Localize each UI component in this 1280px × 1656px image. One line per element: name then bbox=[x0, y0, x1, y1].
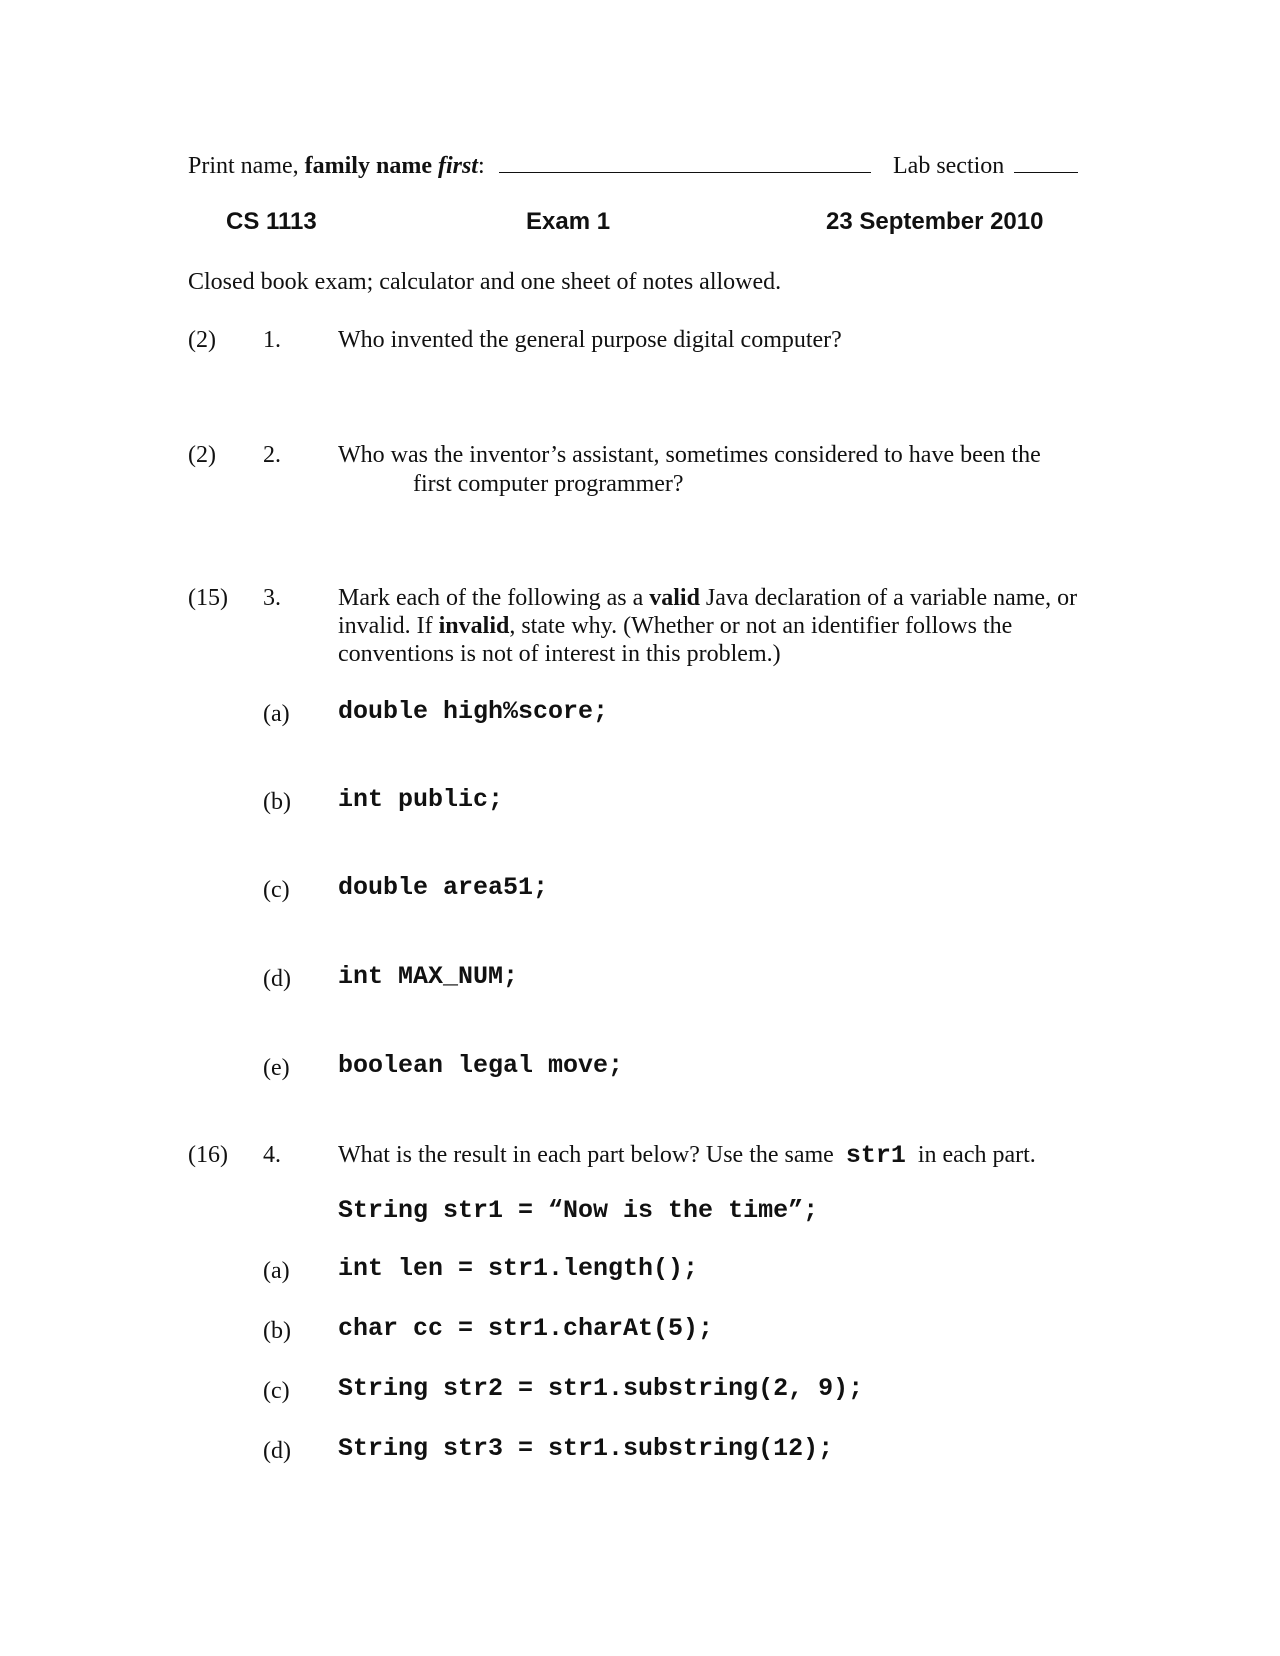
q3e-label: (e) bbox=[263, 1055, 290, 1081]
q1-text: Who invented the general purpose digital computer? bbox=[338, 327, 842, 353]
q3d-label: (d) bbox=[263, 966, 291, 992]
q4-code-ref: str1 bbox=[845, 1141, 906, 1170]
q2-points: (2) bbox=[188, 442, 216, 468]
q2-number: 2. bbox=[263, 442, 281, 468]
q1-number: 1. bbox=[263, 327, 281, 353]
q3-points: (15) bbox=[188, 585, 228, 611]
q2-text-line1: Who was the inventor’s assistant, sometimes considered to have been the bbox=[338, 442, 1041, 468]
lab-section-line bbox=[893, 152, 1078, 180]
q3-invalid-word: invalid bbox=[438, 613, 510, 639]
q4b-label: (b) bbox=[263, 1318, 291, 1344]
course-code: CS 1113 bbox=[226, 208, 317, 235]
q3-number: 3. bbox=[263, 585, 281, 611]
q3-valid-word: valid bbox=[649, 585, 700, 611]
name-line bbox=[188, 152, 871, 180]
name-family-bold: family name bbox=[304, 153, 438, 179]
q4-number: 4. bbox=[263, 1142, 281, 1168]
q4-setup-code: String str1 = “Now is the time”; bbox=[338, 1196, 819, 1225]
lab-section-blank[interactable] bbox=[1014, 152, 1078, 173]
q4c-label: (c) bbox=[263, 1378, 290, 1404]
q4d-code: String str3 = str1.substring(12); bbox=[338, 1434, 834, 1463]
q4-prompt bbox=[338, 1141, 1036, 1170]
q3c-label: (c) bbox=[263, 877, 290, 903]
lab-section-label: Lab section bbox=[893, 153, 1005, 179]
name-prefix: Print name, bbox=[188, 153, 305, 179]
q3-text-2: Java declaration of a variable name, or invalid. If bbox=[338, 585, 1078, 639]
exam-date: 23 September 2010 bbox=[826, 208, 1044, 235]
q4d-label: (d) bbox=[263, 1438, 291, 1464]
q1-points: (2) bbox=[188, 327, 216, 353]
q4-text-2: in each part. bbox=[911, 1142, 1036, 1168]
q3-prompt bbox=[338, 584, 1078, 668]
q2-text-line2: first computer programmer? bbox=[413, 471, 684, 497]
q3a-label: (a) bbox=[263, 701, 290, 727]
instructions: Closed book exam; calculator and one sheet of notes allowed. bbox=[188, 269, 782, 295]
exam-title: Exam 1 bbox=[526, 208, 611, 235]
q4-text-1: What is the result in each part below? Use the same bbox=[338, 1142, 840, 1168]
name-first-bold-italic: first bbox=[437, 153, 478, 179]
q3e-code: boolean legal move; bbox=[338, 1051, 624, 1080]
name-colon: : bbox=[477, 153, 485, 179]
q3a-code: double high%score; bbox=[338, 697, 609, 726]
q4b-code: char cc = str1.charAt(5); bbox=[338, 1314, 714, 1343]
q4a-label: (a) bbox=[263, 1258, 290, 1284]
q3b-label: (b) bbox=[263, 789, 291, 815]
q4a-code: int len = str1.length(); bbox=[338, 1254, 699, 1283]
q3d-code: int MAX_NUM; bbox=[338, 962, 519, 991]
q4-points: (16) bbox=[188, 1142, 228, 1168]
name-blank[interactable] bbox=[499, 152, 871, 173]
q4c-code: String str2 = str1.substring(2, 9); bbox=[338, 1374, 864, 1403]
q3b-code: int public; bbox=[338, 785, 504, 814]
q3-text-1: Mark each of the following as a bbox=[338, 585, 650, 611]
q3-text-3: , state why. (Whether or not an identifier follows the conventions is not of interest in this problem.) bbox=[338, 613, 1013, 667]
q3c-code: double area51; bbox=[338, 873, 549, 902]
